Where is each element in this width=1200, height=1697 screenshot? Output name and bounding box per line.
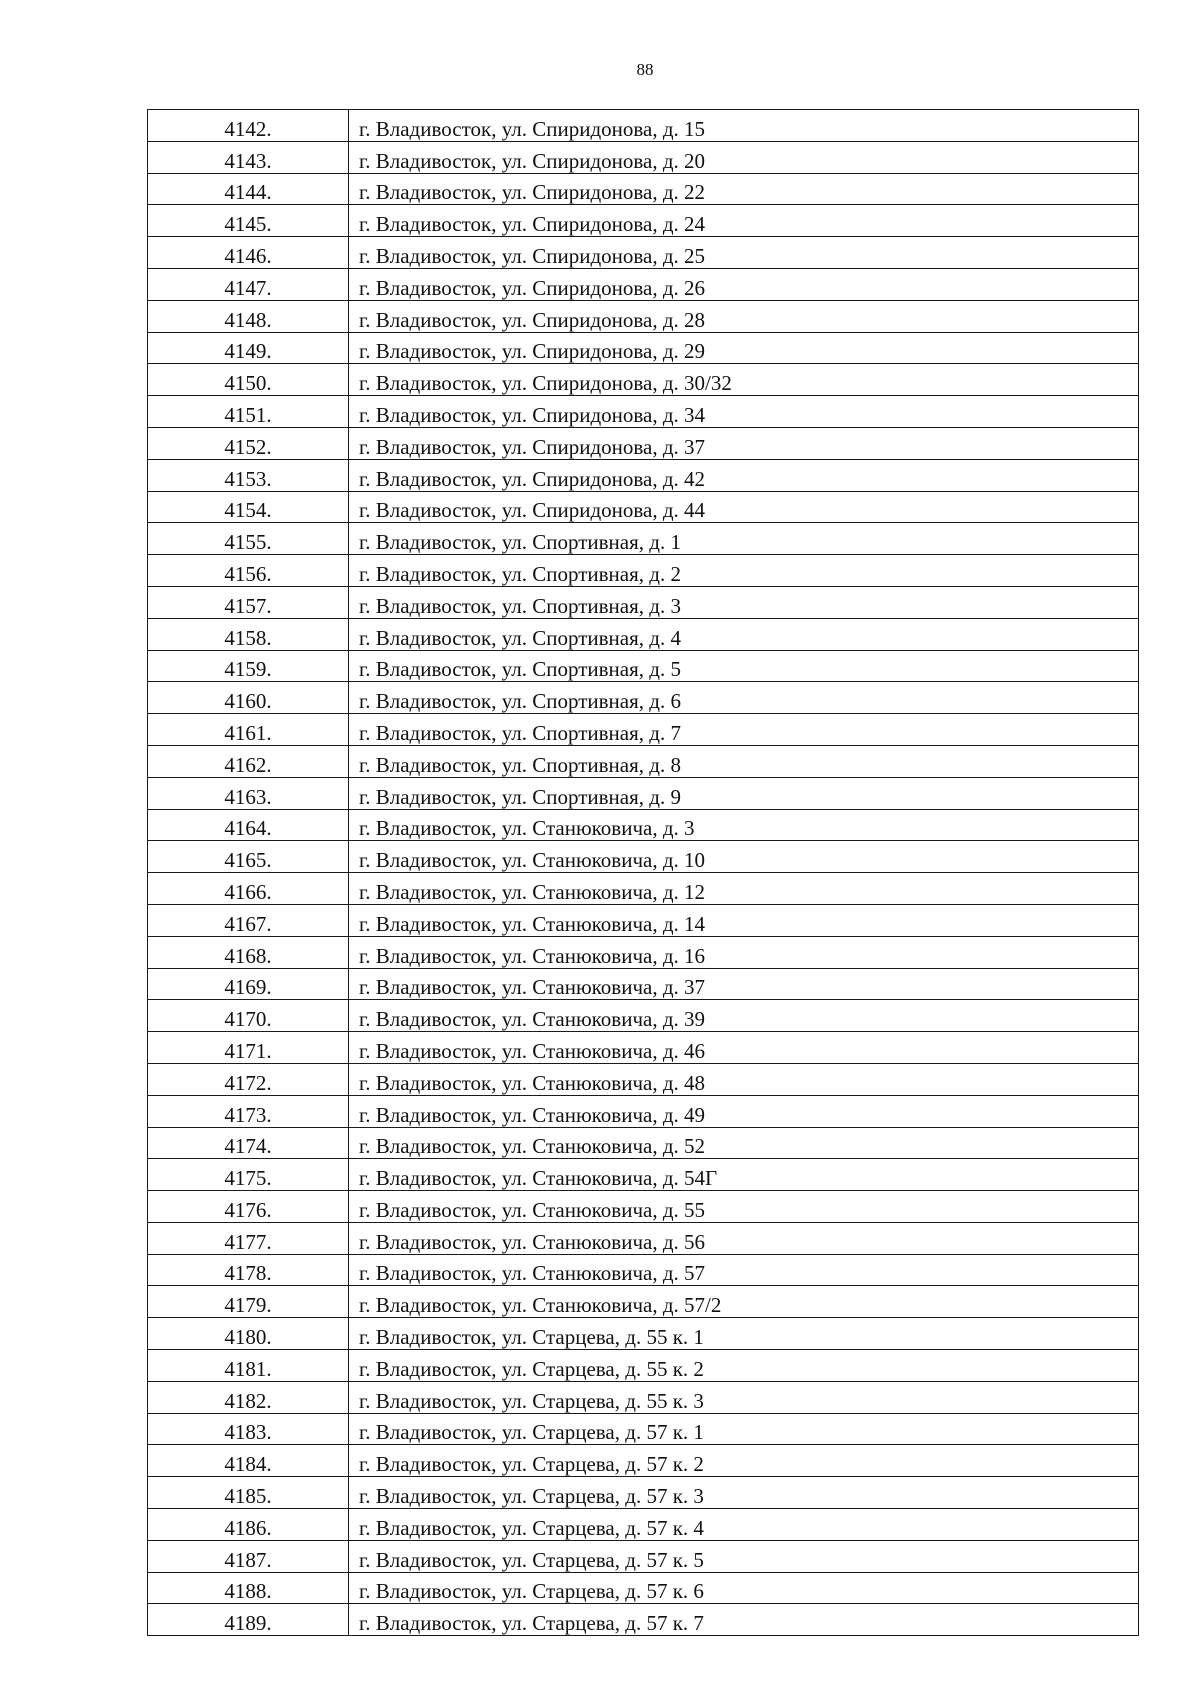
row-number-cell: 4161. xyxy=(148,714,349,746)
table-row xyxy=(148,1381,1139,1413)
table-row xyxy=(148,1063,1139,1095)
row-number-cell: 4181. xyxy=(148,1350,349,1382)
address-cell: г. Владивосток, ул. Станюковича, д. 48 xyxy=(349,1063,1139,1095)
address-cell: г. Владивосток, ул. Спортивная, д. 7 xyxy=(349,714,1139,746)
row-number-cell: 4171. xyxy=(148,1032,349,1064)
table-row xyxy=(148,300,1139,332)
table-row xyxy=(148,364,1139,396)
table-row xyxy=(148,1509,1139,1541)
table-row xyxy=(148,1445,1139,1477)
table-row xyxy=(148,332,1139,364)
row-number-cell: 4167. xyxy=(148,904,349,936)
table-row xyxy=(148,1159,1139,1191)
address-cell: г. Владивосток, ул. Спиридонова, д. 42 xyxy=(349,459,1139,491)
row-number-cell: 4178. xyxy=(148,1254,349,1286)
row-number-cell: 4175. xyxy=(148,1159,349,1191)
table-row xyxy=(148,841,1139,873)
address-cell: г. Владивосток, ул. Спиридонова, д. 37 xyxy=(349,427,1139,459)
address-cell: г. Владивосток, ул. Станюковича, д. 12 xyxy=(349,873,1139,905)
table-row xyxy=(148,1318,1139,1350)
table-row xyxy=(148,1191,1139,1223)
table-row xyxy=(148,523,1139,555)
page-number: 88 xyxy=(636,60,654,79)
row-number-cell: 4173. xyxy=(148,1095,349,1127)
table-row xyxy=(148,936,1139,968)
row-number-cell: 4150. xyxy=(148,364,349,396)
row-number-cell: 4177. xyxy=(148,1222,349,1254)
table-row xyxy=(148,1540,1139,1572)
row-number-cell: 4169. xyxy=(148,968,349,1000)
row-number-cell: 4158. xyxy=(148,618,349,650)
table-row xyxy=(148,173,1139,205)
row-number-cell: 4184. xyxy=(148,1445,349,1477)
address-cell: г. Владивосток, ул. Станюковича, д. 56 xyxy=(349,1222,1139,1254)
row-number-cell: 4148. xyxy=(148,300,349,332)
row-number-cell: 4189. xyxy=(148,1604,349,1636)
table-row xyxy=(148,1127,1139,1159)
address-cell: г. Владивосток, ул. Станюковича, д. 55 xyxy=(349,1191,1139,1223)
row-number-cell: 4172. xyxy=(148,1063,349,1095)
address-cell: г. Владивосток, ул. Старцева, д. 57 к. 3 xyxy=(349,1477,1139,1509)
address-cell: г. Владивосток, ул. Старцева, д. 55 к. 2 xyxy=(349,1350,1139,1382)
table-row xyxy=(148,1000,1139,1032)
row-number-cell: 4152. xyxy=(148,427,349,459)
row-number-cell: 4166. xyxy=(148,873,349,905)
row-number-cell: 4182. xyxy=(148,1381,349,1413)
row-number-cell: 4153. xyxy=(148,459,349,491)
row-number-cell: 4174. xyxy=(148,1127,349,1159)
table-row xyxy=(148,1032,1139,1064)
table-row xyxy=(148,1477,1139,1509)
table-row xyxy=(148,268,1139,300)
table-row xyxy=(148,1413,1139,1445)
address-cell: г. Владивосток, ул. Старцева, д. 57 к. 2 xyxy=(349,1445,1139,1477)
row-number-cell: 4156. xyxy=(148,555,349,587)
table-row xyxy=(148,491,1139,523)
row-number-cell: 4168. xyxy=(148,936,349,968)
table-row xyxy=(148,650,1139,682)
row-number-cell: 4143. xyxy=(148,141,349,173)
row-number-cell: 4159. xyxy=(148,650,349,682)
table-row xyxy=(148,459,1139,491)
row-number-cell: 4165. xyxy=(148,841,349,873)
row-number-cell: 4147. xyxy=(148,268,349,300)
table-row xyxy=(148,873,1139,905)
row-number-cell: 4186. xyxy=(148,1509,349,1541)
table-row xyxy=(148,1286,1139,1318)
table-row xyxy=(148,777,1139,809)
table-row xyxy=(148,205,1139,237)
row-number-cell: 4164. xyxy=(148,809,349,841)
address-cell: г. Владивосток, ул. Спиридонова, д. 30/32 xyxy=(349,364,1139,396)
row-number-cell: 4183. xyxy=(148,1413,349,1445)
row-number-cell: 4144. xyxy=(148,173,349,205)
address-cell: г. Владивосток, ул. Спиридонова, д. 22 xyxy=(349,173,1139,205)
address-cell: г. Владивосток, ул. Спортивная, д. 9 xyxy=(349,777,1139,809)
table-row xyxy=(148,682,1139,714)
table-body xyxy=(148,110,1139,1636)
address-table xyxy=(147,109,1139,1636)
address-cell: г. Владивосток, ул. Старцева, д. 57 к. 6 xyxy=(349,1572,1139,1604)
address-cell: г. Владивосток, ул. Спиридонова, д. 25 xyxy=(349,237,1139,269)
row-number-cell: 4157. xyxy=(148,586,349,618)
table-row xyxy=(148,427,1139,459)
address-cell: г. Владивосток, ул. Станюковича, д. 3 xyxy=(349,809,1139,841)
address-cell: г. Владивосток, ул. Станюковича, д. 57 xyxy=(349,1254,1139,1286)
address-cell: г. Владивосток, ул. Спортивная, д. 4 xyxy=(349,618,1139,650)
table-row xyxy=(148,141,1139,173)
address-cell: г. Владивосток, ул. Станюковича, д. 54Г xyxy=(349,1159,1139,1191)
address-cell: г. Владивосток, ул. Спиридонова, д. 28 xyxy=(349,300,1139,332)
address-cell: г. Владивосток, ул. Спиридонова, д. 26 xyxy=(349,268,1139,300)
row-number-cell: 4188. xyxy=(148,1572,349,1604)
address-cell: г. Владивосток, ул. Станюковича, д. 16 xyxy=(349,936,1139,968)
address-cell: г. Владивосток, ул. Станюковича, д. 39 xyxy=(349,1000,1139,1032)
address-cell: г. Владивосток, ул. Станюковича, д. 57/2 xyxy=(349,1286,1139,1318)
address-cell: г. Владивосток, ул. Спиридонова, д. 34 xyxy=(349,396,1139,428)
row-number-cell: 4142. xyxy=(148,110,349,142)
address-cell: г. Владивосток, ул. Старцева, д. 57 к. 4 xyxy=(349,1509,1139,1541)
address-cell: г. Владивосток, ул. Спортивная, д. 8 xyxy=(349,745,1139,777)
table-row xyxy=(148,586,1139,618)
row-number-cell: 4176. xyxy=(148,1191,349,1223)
address-cell: г. Владивосток, ул. Старцева, д. 57 к. 7 xyxy=(349,1604,1139,1636)
address-cell: г. Владивосток, ул. Спиридонова, д. 15 xyxy=(349,110,1139,142)
row-number-cell: 4146. xyxy=(148,237,349,269)
address-cell: г. Владивосток, ул. Спиридонова, д. 44 xyxy=(349,491,1139,523)
address-cell: г. Владивосток, ул. Спортивная, д. 1 xyxy=(349,523,1139,555)
address-cell: г. Владивосток, ул. Старцева, д. 55 к. 1 xyxy=(349,1318,1139,1350)
table-row xyxy=(148,1572,1139,1604)
table-row xyxy=(148,1350,1139,1382)
table-row xyxy=(148,1222,1139,1254)
address-cell: г. Владивосток, ул. Станюковича, д. 10 xyxy=(349,841,1139,873)
table-row xyxy=(148,110,1139,142)
row-number-cell: 4162. xyxy=(148,745,349,777)
table-row xyxy=(148,237,1139,269)
row-number-cell: 4179. xyxy=(148,1286,349,1318)
address-cell: г. Владивосток, ул. Станюковича, д. 14 xyxy=(349,904,1139,936)
table-row xyxy=(148,396,1139,428)
address-cell: г. Владивосток, ул. Спортивная, д. 5 xyxy=(349,650,1139,682)
address-cell: г. Владивосток, ул. Старцева, д. 57 к. 1 xyxy=(349,1413,1139,1445)
address-cell: г. Владивосток, ул. Станюковича, д. 37 xyxy=(349,968,1139,1000)
row-number-cell: 4154. xyxy=(148,491,349,523)
row-number-cell: 4185. xyxy=(148,1477,349,1509)
address-cell: г. Владивосток, ул. Станюковича, д. 46 xyxy=(349,1032,1139,1064)
table-row xyxy=(148,618,1139,650)
row-number-cell: 4170. xyxy=(148,1000,349,1032)
table-row xyxy=(148,745,1139,777)
address-cell: г. Владивосток, ул. Станюковича, д. 49 xyxy=(349,1095,1139,1127)
table-row xyxy=(148,809,1139,841)
table-row xyxy=(148,904,1139,936)
table-row xyxy=(148,1095,1139,1127)
row-number-cell: 4187. xyxy=(148,1540,349,1572)
table-row xyxy=(148,1604,1139,1636)
address-cell: г. Владивосток, ул. Спиридонова, д. 20 xyxy=(349,141,1139,173)
address-cell: г. Владивосток, ул. Старцева, д. 57 к. 5 xyxy=(349,1540,1139,1572)
address-cell: г. Владивосток, ул. Спиридонова, д. 29 xyxy=(349,332,1139,364)
address-cell: г. Владивосток, ул. Спортивная, д. 3 xyxy=(349,586,1139,618)
table-row xyxy=(148,714,1139,746)
row-number-cell: 4163. xyxy=(148,777,349,809)
address-cell: г. Владивосток, ул. Спиридонова, д. 24 xyxy=(349,205,1139,237)
address-cell: г. Владивосток, ул. Старцева, д. 55 к. 3 xyxy=(349,1381,1139,1413)
row-number-cell: 4149. xyxy=(148,332,349,364)
table-row xyxy=(148,555,1139,587)
row-number-cell: 4151. xyxy=(148,396,349,428)
row-number-cell: 4160. xyxy=(148,682,349,714)
address-cell: г. Владивосток, ул. Спортивная, д. 6 xyxy=(349,682,1139,714)
table-row xyxy=(148,968,1139,1000)
address-cell: г. Владивосток, ул. Спортивная, д. 2 xyxy=(349,555,1139,587)
address-cell: г. Владивосток, ул. Станюковича, д. 52 xyxy=(349,1127,1139,1159)
row-number-cell: 4145. xyxy=(148,205,349,237)
table-row xyxy=(148,1254,1139,1286)
row-number-cell: 4180. xyxy=(148,1318,349,1350)
row-number-cell: 4155. xyxy=(148,523,349,555)
